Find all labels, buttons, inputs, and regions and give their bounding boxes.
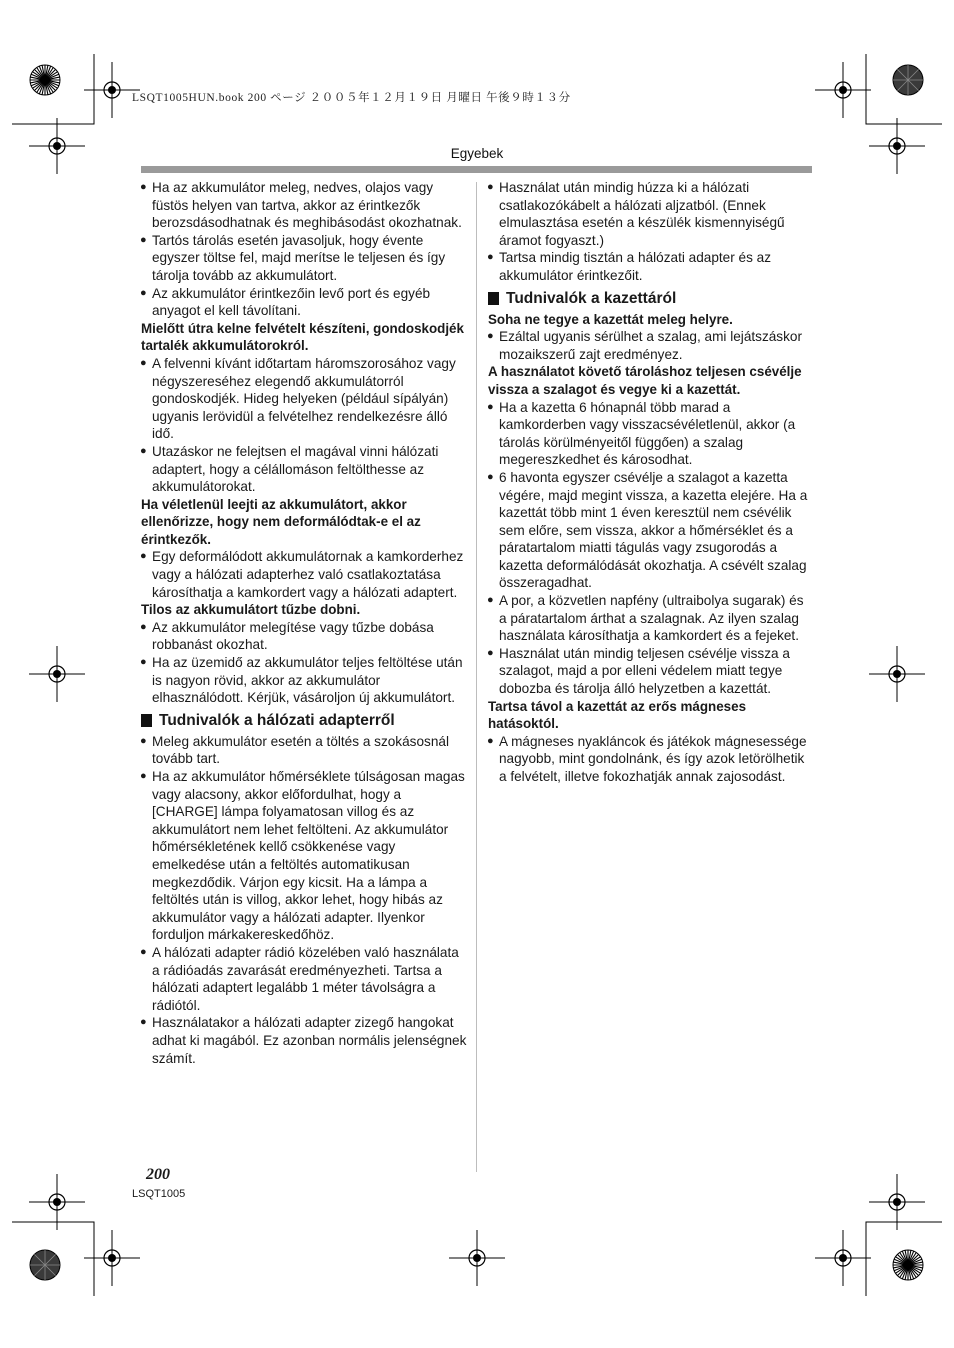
bullet-icon: ● bbox=[140, 770, 147, 782]
doc-code: LSQT1005 bbox=[132, 1188, 186, 1200]
bold-note: Tilos az akkumulátort tűzbe dobni. bbox=[141, 602, 361, 618]
bullet-text: Ha a kazetta 6 hónapnál több marad a kamkorderben vagy visszacsévéletlenül, akkor (a tárolás körülményeitől függően) a szalag megereszkedhet és károsodhat. bbox=[499, 399, 796, 468]
bullet-icon: ● bbox=[140, 945, 147, 958]
bullet-item bbox=[488, 645, 814, 698]
file-header: LSQT1005HUN.book 200 ページ ２００５年１２月１９日 月曜日 午後９時１３分 bbox=[132, 92, 571, 104]
bullet-item bbox=[141, 285, 469, 320]
bold-note: A használatot követő tároláshoz teljesen csévélje vissza a szalagot és vegye ki a kazettát. bbox=[488, 364, 802, 397]
left-column bbox=[141, 179, 469, 1067]
bullet-item bbox=[141, 654, 469, 707]
square-bullet-icon bbox=[141, 714, 152, 727]
bullet-icon: ● bbox=[487, 594, 494, 607]
bullet-item bbox=[141, 443, 469, 496]
bullet-icon: ● bbox=[487, 330, 494, 343]
bold-note: Soha ne tegye a kazettát meleg helyre. bbox=[488, 311, 733, 327]
bullet-item bbox=[141, 548, 469, 601]
bullet-icon: ● bbox=[140, 181, 147, 193]
bullet-text: Használat után mindig húzza ki a hálózati csatlakozókábelt a hálózati aljzatból. (Ennek elmulasztása esetén a készülék kismennyiségű áramot fogyaszt.) bbox=[499, 180, 785, 248]
bullet-icon: ● bbox=[140, 656, 147, 669]
bullet-item bbox=[141, 768, 469, 944]
section-title: Egyebek bbox=[450, 146, 504, 161]
bullet-item bbox=[488, 399, 814, 469]
bullet-item bbox=[141, 619, 469, 654]
bullet-item bbox=[141, 944, 469, 1014]
bullet-icon: ● bbox=[140, 734, 147, 747]
bullet-icon: ● bbox=[487, 181, 494, 193]
bullet-icon: ● bbox=[487, 646, 494, 659]
header-rule bbox=[141, 166, 812, 173]
bullet-text: Ha az akkumulátor meleg, nedves, olajos vagy füstös helyen van tartva, akkor az érintkezők berozsdásodhatnak és meghibásodást okozhatnak. bbox=[152, 180, 462, 231]
bullet-text: Használatakor a hálózati adapter zizegő hangokat adhat ki magából. Ez azonban normális jelenségnek számít. bbox=[152, 1015, 467, 1066]
bullet-icon: ● bbox=[487, 470, 494, 483]
bullet-item bbox=[488, 249, 814, 284]
bold-note: Tartsa távol a kazettát az erős mágneses hatásoktól. bbox=[488, 698, 747, 732]
bullet-item bbox=[488, 179, 814, 249]
bullet-text: Egy deformálódott akkumulátornak a kamkorderhez vagy a hálózati adapterhez való csatlakoztatása károsíthatja a kamkordert vagy a hálózati adaptert. bbox=[152, 549, 464, 600]
bullet-icon: ● bbox=[140, 444, 147, 457]
bullet-icon: ● bbox=[487, 734, 494, 747]
bullet-icon: ● bbox=[140, 550, 147, 563]
heading-text: Tudnivalók a kazettáról bbox=[506, 289, 677, 307]
bullet-text: A mágneses nyakláncok és játékok mágnesessége nagyobb, mint gondolnánk, és így azok letörölhetik a felvételt, illetve fokozhatják annak zajosodást. bbox=[499, 733, 807, 784]
bullet-item bbox=[141, 232, 469, 285]
bullet-item bbox=[141, 733, 469, 768]
bullet-text: Ha az akkumulátor hőmérséklete túlságosan magas vagy alacsony, akkor előfordulhat, hogy a [CHARGE] lámpa folyamatosan villog és az akkumulátort nem lehet feltölteni. Az akkumulátor hőmérsékletének kellő csökkenése vagy emelkedése után a feltöltés automatikusan megkezdődik. Várjon egy kicsit. Ha a lámpa a feltöltés után is villog, akkor lehet, hogy hibás az akkumulátor vagy a hálózati adapter. Ilyenkor forduljon márkakereskedőhöz. bbox=[152, 769, 465, 943]
bullet-item bbox=[141, 1014, 469, 1067]
subsection-heading bbox=[488, 289, 814, 309]
bullet-text: Ezáltal ugyanis sérülhet a szalag, ami lejátszáskor mozaikszerű zajt eredményez. bbox=[499, 329, 802, 362]
bullet-text: Tartsa mindig tisztán a hálózati adapter és az akkumulátor érintkezőit. bbox=[499, 250, 772, 283]
bullet-text: Ha az üzemidő az akkumulátor teljes feltöltése után is nagyon rövid, akkor az akkumulátor elhasználódott. Kérjük, vásároljon új akkumulátort. bbox=[152, 655, 463, 706]
bold-note: Ha véletlenül leejti az akkumulátort, akkor ellenőrizze, hogy nem deformálódtak-e el az érintkezők. bbox=[141, 496, 421, 547]
bullet-text: A hálózati adapter rádió közelében való használata a rádióadás zavarását eredményezheti. Tartsa a hálózati adaptert legalább 1 méter távolságra a rádiótól. bbox=[152, 944, 459, 1013]
bullet-text: A por, a közvetlen napfény (ultraibolya sugarak) és a páratartalom árthat a szalagnak. Az ilyen szalag használata károsíthatja a kamkordert és a fejeket. bbox=[499, 593, 804, 644]
bullet-text: Utazáskor ne felejtsen el magával vinni hálózati adaptert, hogy a célállomáson feltölthesse az akkumulátorokat. bbox=[152, 443, 439, 495]
bullet-text: Tartós tárolás esetén javasoljuk, hogy évente egyszer töltse fel, majd merítse le teljesen és így tárolja tovább az akkumulátort. bbox=[152, 232, 446, 283]
bullet-text: A felvenni kívánt időtartam háromszorosához vagy négyszereséhez elegendő akkumulátorról gondoskodjék. Hideg helyeken (például sípályán) ugyanis lerövidül a felvételhez rendelkezésre álló idő. bbox=[152, 355, 456, 442]
subsection-heading bbox=[141, 711, 469, 731]
bullet-text: Az akkumulátor érintkezőin levő port és egyéb anyagot el kell távolítani. bbox=[152, 285, 431, 319]
square-bullet-icon bbox=[488, 292, 499, 305]
bullet-icon: ● bbox=[140, 233, 147, 246]
heading-text: Tudnivalók a hálózati adapterről bbox=[159, 711, 395, 729]
bullet-icon: ● bbox=[487, 251, 494, 264]
bullet-text: Az akkumulátor melegítése vagy tűzbe dobása robbanást okozhat. bbox=[152, 619, 434, 653]
page-number: 200 bbox=[146, 1166, 170, 1183]
bullet-item bbox=[141, 179, 469, 232]
right-column bbox=[488, 179, 814, 786]
bullet-item bbox=[488, 592, 814, 645]
column-divider bbox=[476, 182, 477, 1172]
bold-note: Mielőtt útra kelne felvételt készíteni, gondoskodjék tartalék akkumulátorokról. bbox=[141, 320, 464, 354]
bullet-icon: ● bbox=[140, 356, 147, 369]
bullet-icon: ● bbox=[140, 1016, 147, 1029]
bullet-item bbox=[488, 733, 814, 786]
bullet-item bbox=[141, 355, 469, 443]
bullet-text: 6 havonta egyszer csévélje a szalagot a kazetta végére, majd megint vissza, a kazetta elejére. Ha a kazettát több mint 1 éven keresztül nem csévélik sem előre, sem vissza, akkor a hőmérséklet és a páratartalom miatti tágulás vagy zsugorodás a kazetta deformálódását okozhatja. A csévélt szalag összeragadhat. bbox=[499, 469, 808, 591]
bullet-icon: ● bbox=[487, 400, 494, 413]
bullet-text: Használat után mindig teljesen csévélje vissza a szalagot, majd a por elleni védelem miatt tegye dobozba és tárolja álló helyzetben a kazettát. bbox=[499, 645, 790, 697]
bullet-item bbox=[488, 469, 814, 592]
bullet-text: Meleg akkumulátor esetén a töltés a szokásosnál tovább tart. bbox=[152, 733, 449, 767]
bullet-item bbox=[488, 328, 814, 363]
bullet-icon: ● bbox=[140, 286, 147, 299]
bullet-icon: ● bbox=[140, 620, 147, 633]
